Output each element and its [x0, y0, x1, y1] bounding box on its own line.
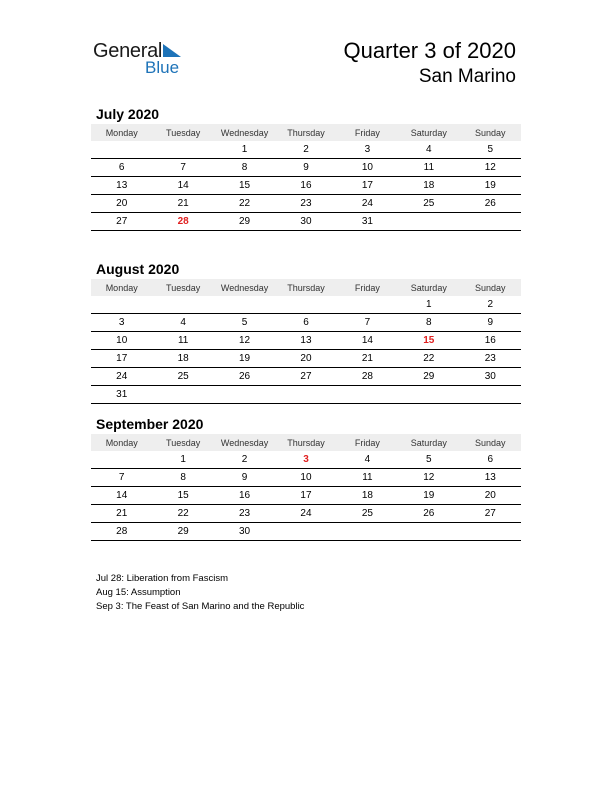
- day-cell: [214, 386, 275, 404]
- day-cell: 24: [337, 195, 398, 213]
- weekday-header: Sunday: [460, 124, 521, 141]
- day-cell: 5: [214, 314, 275, 332]
- day-cell: [337, 523, 398, 541]
- day-cell: [460, 213, 521, 231]
- day-cell: 13: [275, 332, 336, 350]
- day-cell: 23: [460, 350, 521, 368]
- day-cell: [214, 296, 275, 314]
- day-cell: 18: [337, 487, 398, 505]
- logo-general-text: General: [93, 40, 163, 62]
- week-row: [91, 451, 521, 469]
- weekday-header: Thursday: [275, 279, 336, 296]
- day-cell: 18: [152, 350, 213, 368]
- day-cell: 16: [275, 177, 336, 195]
- day-cell: 28: [337, 368, 398, 386]
- day-cell: 20: [460, 487, 521, 505]
- week-row: [91, 505, 521, 523]
- day-cell: 24: [91, 368, 152, 386]
- day-cell: [152, 141, 213, 159]
- day-cell: 15: [398, 332, 459, 350]
- day-cell: 17: [275, 487, 336, 505]
- day-cell: 16: [214, 487, 275, 505]
- country-name: San Marino: [418, 66, 516, 87]
- weekday-header: Saturday: [398, 279, 459, 296]
- day-cell: [152, 296, 213, 314]
- day-cell: 25: [337, 505, 398, 523]
- weekday-header: Thursday: [275, 434, 336, 451]
- week-row: [91, 314, 521, 332]
- calendar-table: [91, 279, 521, 404]
- week-row: [91, 350, 521, 368]
- day-cell: 11: [398, 159, 459, 177]
- day-cell: 11: [337, 469, 398, 487]
- day-cell: [398, 523, 459, 541]
- weekday-header: Monday: [91, 279, 152, 296]
- month-title: August 2020: [96, 261, 180, 277]
- day-cell: [275, 386, 336, 404]
- logo-blue-text: Blue: [145, 58, 180, 77]
- holiday-notes: [96, 572, 304, 614]
- day-cell: 2: [275, 141, 336, 159]
- day-cell: 3: [275, 451, 336, 469]
- weekday-header: Friday: [337, 279, 398, 296]
- day-cell: 10: [275, 469, 336, 487]
- weekday-header: Monday: [91, 434, 152, 451]
- week-row: [91, 523, 521, 541]
- day-cell: 8: [398, 314, 459, 332]
- weekday-header: Saturday: [398, 434, 459, 451]
- week-row: [91, 195, 521, 213]
- day-cell: 17: [337, 177, 398, 195]
- weekday-header: Sunday: [460, 279, 521, 296]
- month-july: [91, 104, 521, 231]
- day-cell: 26: [398, 505, 459, 523]
- weekday-header: Wednesday: [214, 434, 275, 451]
- week-row: [91, 177, 521, 195]
- day-cell: 29: [398, 368, 459, 386]
- weekday-header: Wednesday: [214, 124, 275, 141]
- day-cell: 20: [91, 195, 152, 213]
- calendar-table: [91, 124, 521, 231]
- weekday-header: Thursday: [275, 124, 336, 141]
- weekday-header: Wednesday: [214, 279, 275, 296]
- day-cell: 31: [337, 213, 398, 231]
- day-cell: 23: [214, 505, 275, 523]
- weekday-header: Saturday: [398, 124, 459, 141]
- day-cell: 30: [460, 368, 521, 386]
- day-cell: 6: [460, 451, 521, 469]
- day-cell: 1: [152, 451, 213, 469]
- week-row: [91, 159, 521, 177]
- day-cell: 2: [460, 296, 521, 314]
- day-cell: 21: [91, 505, 152, 523]
- day-cell: 25: [152, 368, 213, 386]
- logo-triangle-icon: [161, 44, 183, 58]
- day-cell: 9: [275, 159, 336, 177]
- calendar-table: [91, 434, 521, 541]
- week-row: [91, 213, 521, 231]
- week-row: [91, 296, 521, 314]
- day-cell: 7: [91, 469, 152, 487]
- day-cell: 31: [91, 386, 152, 404]
- holiday-note: Jul 28: Liberation from Fascism: [96, 573, 228, 584]
- week-row: [91, 469, 521, 487]
- day-cell: 24: [275, 505, 336, 523]
- day-cell: 12: [214, 332, 275, 350]
- day-cell: 12: [398, 469, 459, 487]
- day-cell: 5: [460, 141, 521, 159]
- day-cell: 4: [152, 314, 213, 332]
- day-cell: [460, 523, 521, 541]
- day-cell: [398, 213, 459, 231]
- week-row: [91, 332, 521, 350]
- day-cell: 30: [214, 523, 275, 541]
- day-cell: 14: [152, 177, 213, 195]
- day-cell: 4: [398, 141, 459, 159]
- day-cell: 29: [152, 523, 213, 541]
- day-cell: 17: [91, 350, 152, 368]
- holiday-note: Aug 15: Assumption: [96, 587, 181, 598]
- day-cell: [91, 141, 152, 159]
- day-cell: [275, 296, 336, 314]
- day-cell: 30: [275, 213, 336, 231]
- day-cell: [337, 386, 398, 404]
- weekday-header: Tuesday: [152, 434, 213, 451]
- day-cell: [275, 523, 336, 541]
- day-cell: 6: [275, 314, 336, 332]
- day-cell: 4: [337, 451, 398, 469]
- day-cell: 7: [337, 314, 398, 332]
- day-cell: 20: [275, 350, 336, 368]
- weekday-header: Friday: [337, 434, 398, 451]
- day-cell: 15: [214, 177, 275, 195]
- day-cell: 13: [460, 469, 521, 487]
- day-cell: 10: [91, 332, 152, 350]
- day-cell: 11: [152, 332, 213, 350]
- day-cell: 6: [91, 159, 152, 177]
- day-cell: 8: [214, 159, 275, 177]
- week-row: [91, 487, 521, 505]
- day-cell: 8: [152, 469, 213, 487]
- day-cell: 19: [398, 487, 459, 505]
- day-cell: 28: [91, 523, 152, 541]
- day-cell: [460, 386, 521, 404]
- day-cell: 1: [214, 141, 275, 159]
- day-cell: 21: [337, 350, 398, 368]
- day-cell: 22: [214, 195, 275, 213]
- day-cell: 14: [91, 487, 152, 505]
- month-title: September 2020: [96, 416, 204, 432]
- day-cell: 9: [214, 469, 275, 487]
- day-cell: 22: [152, 505, 213, 523]
- day-cell: 19: [214, 350, 275, 368]
- day-cell: 3: [337, 141, 398, 159]
- day-cell: 25: [398, 195, 459, 213]
- day-cell: 5: [398, 451, 459, 469]
- day-cell: [398, 386, 459, 404]
- week-row: [91, 386, 521, 404]
- week-row: [91, 141, 521, 159]
- day-cell: [337, 296, 398, 314]
- day-cell: 21: [152, 195, 213, 213]
- weekday-header: Sunday: [460, 434, 521, 451]
- day-cell: 22: [398, 350, 459, 368]
- month-august: [91, 259, 521, 404]
- holiday-note: Sep 3: The Feast of San Marino and the Republic: [96, 601, 305, 612]
- day-cell: 26: [460, 195, 521, 213]
- week-row: [91, 368, 521, 386]
- day-cell: 28: [152, 213, 213, 231]
- day-cell: 26: [214, 368, 275, 386]
- day-cell: 23: [275, 195, 336, 213]
- quarter-title: Quarter 3 of 2020: [343, 38, 516, 63]
- day-cell: 27: [275, 368, 336, 386]
- day-cell: [91, 296, 152, 314]
- day-cell: 13: [91, 177, 152, 195]
- day-cell: 27: [460, 505, 521, 523]
- day-cell: 7: [152, 159, 213, 177]
- day-cell: 1: [398, 296, 459, 314]
- month-september: [91, 414, 521, 541]
- day-cell: 15: [152, 487, 213, 505]
- day-cell: 19: [460, 177, 521, 195]
- day-cell: [152, 386, 213, 404]
- day-cell: 16: [460, 332, 521, 350]
- weekday-header: Monday: [91, 124, 152, 141]
- weekday-header: Tuesday: [152, 124, 213, 141]
- day-cell: 10: [337, 159, 398, 177]
- weekday-header: Tuesday: [152, 279, 213, 296]
- day-cell: [91, 451, 152, 469]
- day-cell: 29: [214, 213, 275, 231]
- weekday-header: Friday: [337, 124, 398, 141]
- day-cell: 2: [214, 451, 275, 469]
- day-cell: 14: [337, 332, 398, 350]
- day-cell: 3: [91, 314, 152, 332]
- day-cell: 12: [460, 159, 521, 177]
- day-cell: 18: [398, 177, 459, 195]
- day-cell: 9: [460, 314, 521, 332]
- logo: [93, 40, 193, 80]
- month-title: July 2020: [96, 106, 160, 122]
- day-cell: 27: [91, 213, 152, 231]
